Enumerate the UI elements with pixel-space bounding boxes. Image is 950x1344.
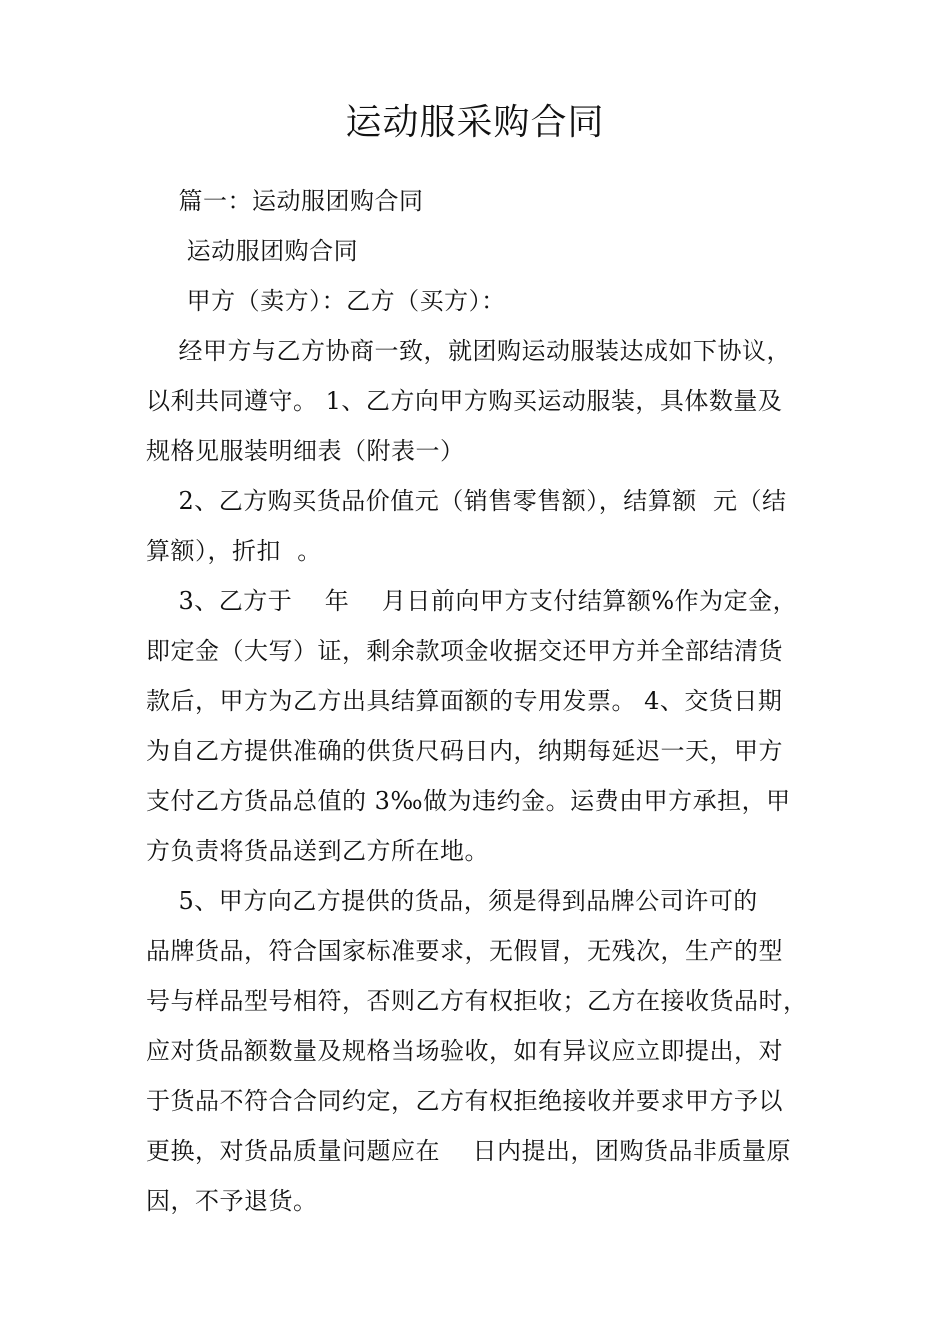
body-line: 更换，对货品质量问题应在 日内提出，团购货品非质量原	[146, 1137, 792, 1165]
body-line: 即定金（大写）证，剩余款项金收据交还甲方并全部结清货	[146, 637, 783, 665]
document-body	[146, 176, 818, 1226]
body-line: 支付乙方货品总值的 3‰做为违约金。运费由甲方承担，甲	[146, 787, 791, 815]
body-line: 算额），折扣 。	[146, 537, 322, 565]
body-line: 应对货品额数量及规格当场验收，如有异议应立即提出，对	[146, 1037, 783, 1065]
body-line: 因，不予退货。	[146, 1187, 318, 1215]
contract-subtitle: 运动服团购合同	[146, 237, 359, 265]
body-line: 为自乙方提供准确的供货尺码日内，纳期每延迟一天，甲方	[146, 737, 783, 765]
body-line: 以利共同遵守。 1、乙方向甲方购买运动服装，具体数量及	[146, 387, 783, 415]
section-heading: 篇一：运动服团购合同	[146, 187, 424, 215]
document-title: 运动服采购合同	[345, 102, 605, 143]
parties-line: 甲方（卖方）：乙方（买方）：	[146, 287, 506, 315]
body-line: 经甲方与乙方协商一致，就团购运动服装达成如下协议，	[146, 337, 792, 365]
body-line: 2、乙方购买货品价值元（销售零售额），结算额 元（结	[146, 487, 787, 515]
body-line: 号与样品型号相符，否则乙方有权拒收；乙方在接收货品时，	[146, 987, 808, 1015]
body-line: 3、乙方于 年 月日前向甲方支付结算额%作为定金，	[146, 587, 798, 615]
body-line: 于货品不符合合同约定，乙方有权拒绝接收并要求甲方予以	[146, 1087, 783, 1115]
body-line: 款后，甲方为乙方出具结算面额的专用发票。 4、交货日期	[146, 687, 783, 715]
body-line: 5、甲方向乙方提供的货品，须是得到品牌公司许可的	[146, 887, 758, 915]
body-line: 方负责将货品送到乙方所在地。	[146, 837, 489, 865]
body-line: 规格见服装明细表（附表一）	[146, 437, 465, 465]
body-line: 品牌货品，符合国家标准要求，无假冒，无残次，生产的型	[146, 937, 783, 965]
